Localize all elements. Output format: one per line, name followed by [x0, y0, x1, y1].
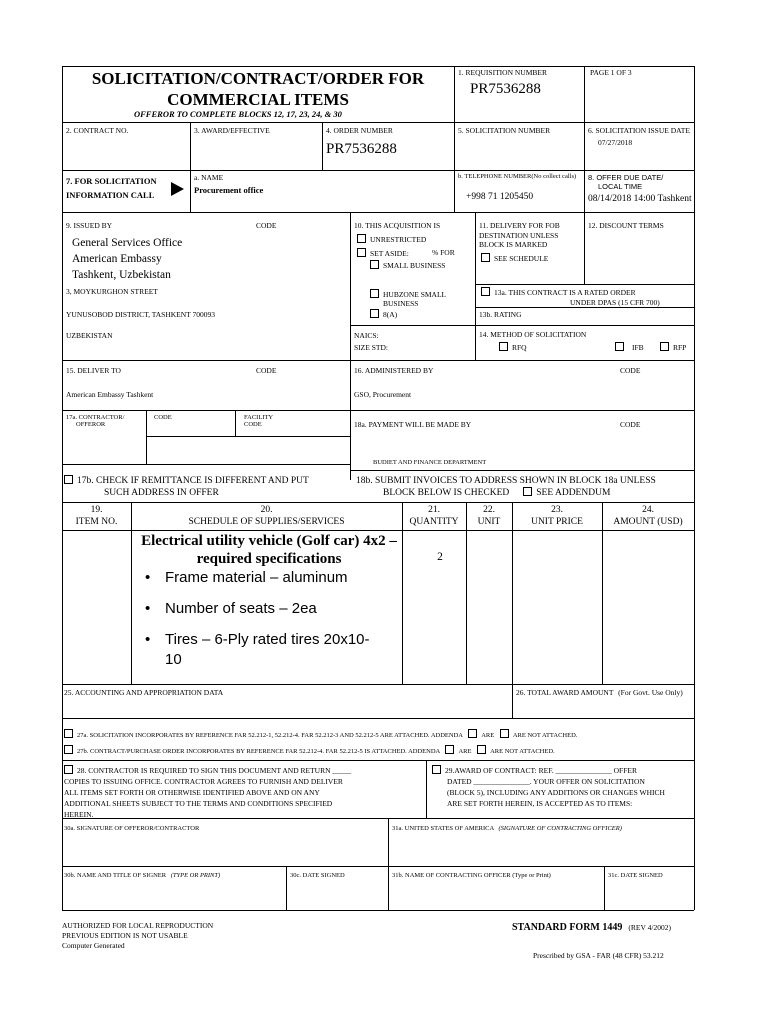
block27b-are: ARE [458, 748, 472, 755]
col-unit-price-label: UNIT PRICE [531, 517, 583, 527]
order-value[interactable]: PR7536288 [326, 141, 397, 157]
footer-left3: Computer Generated [62, 941, 125, 950]
block27b-are-not: ARE NOT ATTACHED. [490, 748, 555, 755]
telephone-label-text: b. TELEPHONE NUMBER [458, 173, 532, 180]
block27b-checkbox[interactable] [64, 745, 73, 754]
signer-name-label [64, 872, 220, 880]
title-line1: SOLICITATION/CONTRACT/ORDER FOR [91, 69, 425, 88]
block28-line1: 28. CONTRACTOR IS REQUIRED TO SIGN THIS DOCUMENT AND RETURN _____ [77, 766, 352, 775]
block29-line2: DATED _______________. YOUR OFFER ON SOLICITATION [447, 777, 645, 786]
block27a [64, 729, 577, 740]
arrow-right-icon [171, 182, 184, 196]
rfq-checkbox[interactable] [499, 342, 508, 351]
contract-no-label: 2. CONTRACT NO. [66, 126, 129, 135]
eight-a-option[interactable] [370, 309, 397, 319]
block27a-are-not-checkbox[interactable] [500, 729, 509, 738]
col-amount-num: 24. [642, 505, 654, 515]
date-signed-31c-label: 31c. DATE SIGNED [608, 872, 663, 879]
rfp-option[interactable] [660, 342, 686, 352]
remittance-text1: 17b. CHECK IF REMITTANCE IS DIFFERENT AND PUT [77, 476, 309, 486]
rating-label: 13b. RATING [479, 310, 522, 319]
award-label: 3. AWARD/EFFECTIVE [194, 126, 270, 135]
col-item-no-label: ITEM NO. [75, 517, 118, 527]
submit-invoices-text [356, 475, 656, 499]
block27b-are-not-checkbox[interactable] [477, 745, 486, 754]
budget-department: BUDIET AND FINANCE DEPARTMENT [373, 459, 487, 466]
payment-by-label: 18a. PAYMENT WILL BE MADE BY [354, 420, 472, 429]
item-title-line2: required specifications [196, 551, 342, 567]
ifb-option[interactable] [615, 342, 644, 352]
spec-item: • Frame material – aluminum [131, 568, 385, 588]
block29-checkbox[interactable] [432, 765, 441, 774]
issued-by-code-label: CODE [256, 221, 277, 230]
col-unit-price-num: 23. [551, 505, 563, 515]
solicitation-info-line1: 7. FOR SOLICITATION [66, 176, 157, 186]
col-schedule-num: 20. [260, 505, 273, 515]
item-title [138, 532, 400, 568]
total-award-note: (For Govt. Use Only) [618, 688, 683, 697]
block27a-text: 27a. SOLICITATION INCORPORATES BY REFERENCE FAR 52.212-1, 52.212-4. FAR 52.212-3 AND 52.212-5 ARE ATTACHED. ADDENDA [77, 732, 463, 739]
delivery-fob-line3: BLOCK IS MARKED [479, 240, 548, 249]
block27b-are-checkbox[interactable] [445, 745, 454, 754]
naics-label: NAICS: [354, 331, 379, 340]
facility-code-label [244, 414, 273, 428]
telephone-label [458, 173, 582, 181]
administered-by-value[interactable]: GSO, Procurement [354, 390, 412, 399]
unrestricted-text: UNRESTRICTED [370, 235, 427, 244]
contractor-label2: OFFEROR [76, 421, 106, 428]
contact-name-label: a. NAME [194, 173, 224, 182]
facility-line2: CODE [244, 421, 262, 428]
block28-checkbox[interactable] [64, 765, 73, 774]
small-business-checkbox[interactable] [370, 260, 379, 269]
signer-name-note: (TYPE OR PRINT) [170, 872, 221, 879]
deliver-to-value[interactable]: American Embassy Tashkent [66, 390, 154, 399]
total-award-text: 26. TOTAL AWARD AMOUNT [516, 688, 614, 697]
contracting-officer-name-label: 31b. NAME OF CONTRACTING OFFICER (Type or Print) [392, 872, 551, 879]
issuing-office-name1: General Services Office [72, 237, 183, 249]
col-quantity [402, 504, 466, 528]
req-value[interactable]: PR7536288 [470, 81, 541, 97]
rfp-checkbox[interactable] [660, 342, 669, 351]
contact-name-value[interactable]: Procurement office [194, 185, 264, 195]
telephone-value[interactable]: +998 71 1205450 [466, 192, 534, 202]
rated-order-text: 13a. THIS CONTRACT IS A RATED ORDER [494, 288, 636, 297]
block27a-are-checkbox[interactable] [468, 729, 477, 738]
footer-left1: AUTHORIZED FOR LOCAL REPRODUCTION [62, 921, 214, 930]
col-amount [602, 504, 694, 528]
solicitation-date-label: 6. SOLICITATION ISSUE DATE [588, 126, 690, 135]
req-label: 1. REQUISITION NUMBER [458, 68, 547, 77]
block29-line4: ARE SET FORTH HEREIN, IS ACCEPTED AS TO ITEMS: [447, 799, 633, 808]
form-rev: (REV 4/2002) [628, 923, 671, 932]
spec-list [131, 568, 385, 681]
block28-line3: ALL ITEMS SET FORTH OR OTHERWISE IDENTIFIED ABOVE AND ON ANY [64, 788, 320, 797]
deliver-to-code-label: CODE [256, 366, 277, 375]
delivery-fob-line2: DESTINATION UNLESS [479, 230, 559, 240]
see-addendum-text: SEE ADDENDUM [536, 488, 611, 498]
col-schedule [131, 504, 402, 528]
ifb-checkbox[interactable] [615, 342, 624, 351]
eight-a-checkbox[interactable] [370, 309, 379, 318]
block27a-are-not: ARE NOT ATTACHED. [512, 732, 578, 739]
issued-address3: UZBEKISTAN [66, 331, 113, 340]
block27a-are: ARE [481, 732, 495, 739]
accounting-label: 25. ACCOUNTING AND APPROPRIATION DATA [64, 688, 224, 697]
item-title-line1: Electrical utility vehicle (Golf car) 4x2 – [141, 533, 397, 549]
block28 [64, 765, 422, 820]
hubzone-text2: BUSINESS [383, 299, 419, 308]
block27a-checkbox[interactable] [64, 729, 73, 738]
offer-due-line2: LOCAL TIME [598, 182, 643, 192]
offeror-instruction: OFFEROR TO COMPLETE BLOCKS 12, 17, 23, 24, & 30 [134, 109, 342, 119]
unrestricted-option[interactable] [357, 234, 426, 244]
item-quantity[interactable]: 2 [437, 551, 443, 563]
form-name: STANDARD FORM 1449 [512, 922, 623, 933]
col-quantity-num: 21. [428, 505, 440, 515]
order-label: 4. ORDER NUMBER [326, 126, 393, 135]
unrestricted-checkbox[interactable] [357, 234, 366, 243]
spec-item: • Number of seats – 2ea [131, 599, 385, 619]
payment-code-label: CODE [620, 420, 641, 429]
prescribed-by: Prescribed by GSA - FAR (48 CFR) 53.212 [533, 951, 664, 960]
block27b-text: 27b. CONTRACT/PURCHASE ORDER INCORPORATES BY REFERENCE FAR 52.212-4. FAR 52.212-5 IS ATTACHED. ADDENDA [77, 748, 440, 755]
col-item-no [62, 504, 131, 528]
solicitation-number-label: 5. SOLICITATION NUMBER [458, 126, 551, 135]
hubzone-option[interactable] [370, 289, 446, 299]
block29-line1: 29.AWARD OF CONTRACT: REF. _______________ OFFER [445, 766, 637, 775]
rfq-text: RFQ [512, 343, 527, 352]
telephone-note: (No collect calls) [531, 173, 577, 180]
col-unit-price [512, 504, 602, 528]
eight-a-text: 8(A) [383, 310, 398, 319]
small-business-text: SMALL BUSINESS [383, 261, 446, 270]
administered-by-code-label: CODE [620, 366, 641, 375]
offer-due-label [588, 173, 663, 192]
hubzone-text1: HUBZONE SMALL [383, 290, 447, 299]
col-amount-label: AMOUNT (USD) [613, 517, 683, 527]
solicitation-date-value[interactable]: 07/27/2018 [598, 138, 633, 147]
size-std-label: SIZE STD: [354, 343, 388, 352]
setaside-text: SET ASIDE: [370, 249, 409, 258]
offer-due-value[interactable]: 08/14/2018 14:00 Tashkent [588, 194, 692, 204]
col-schedule-label: SCHEDULE OF SUPPLIES/SERVICES [188, 517, 345, 527]
administered-by-label: 16. ADMINISTERED BY [354, 366, 434, 375]
footer-left2: PREVIOUS EDITION IS NOT USABLE [62, 931, 188, 940]
delivery-fob-line1: 11. DELIVERY FOR FOB [479, 221, 560, 230]
discount-terms-label: 12. DISCOUNT TERMS [588, 221, 664, 230]
contractor-label [66, 414, 124, 428]
submit-invoices-line2: BLOCK BELOW IS CHECKED [383, 488, 510, 498]
issuing-office [72, 235, 182, 283]
form-number [512, 917, 671, 935]
contractor-label1: 17a. CONTRACTOR/ [66, 414, 125, 421]
ifb-text: IFB [632, 343, 644, 352]
issued-address1: 3, MOYKURGHON STREET [66, 287, 158, 296]
remittance-checkbox[interactable] [64, 475, 73, 484]
pct-for-text: % FOR [432, 248, 455, 257]
contractor-code-label: CODE [154, 414, 172, 421]
deliver-to-label: 15. DELIVER TO [66, 366, 121, 375]
signature-usa-text: 31a. UNITED STATES OF AMERICA [392, 825, 494, 832]
method-label: 14. METHOD OF SOLICITATION [479, 330, 587, 339]
rfq-option[interactable] [499, 342, 527, 352]
acquisition-label: 10. THIS ACQUISITION IS [354, 221, 441, 230]
signature-offeror-label: 30a. SIGNATURE OF OFFEROR/CONTRACTOR [64, 825, 200, 832]
dpas-text: UNDER DPAS (15 CFR 700) [570, 298, 660, 307]
col-unit-num: 22. [483, 505, 495, 515]
solicitation-info-line2: INFORMATION CALL [66, 189, 155, 200]
setaside-option[interactable] [357, 248, 409, 258]
block28-line5: HEREIN. [64, 810, 94, 819]
small-business-option[interactable] [370, 260, 445, 270]
see-schedule-option[interactable] [481, 253, 548, 263]
block28-line4: ADDITIONAL SHEETS SUBJECT TO THE TERMS AND CONDITIONS SPECIFIED [64, 799, 333, 808]
setaside-checkbox[interactable] [357, 248, 366, 257]
issuing-office-name2: American Embassy [72, 253, 162, 265]
col-quantity-label: QUANTITY [409, 517, 459, 527]
hubzone-checkbox[interactable] [370, 289, 379, 298]
signature-usa-note: (SIGNATURE OF CONTRACTING OFFICER) [498, 825, 622, 832]
page-label: PAGE 1 OF 3 [590, 68, 632, 77]
signature-usa-label [392, 825, 622, 833]
rated-order-option[interactable] [481, 287, 636, 297]
col-unit [466, 504, 512, 528]
rfp-text: RFP [673, 343, 687, 352]
see-schedule-text: SEE SCHEDULE [494, 254, 549, 263]
block27b [64, 745, 555, 756]
submit-invoices-line1: 18b. SUBMIT INVOICES TO ADDRESS SHOWN IN BLOCK 18a UNLESS [356, 476, 656, 486]
solicitation-info-label [66, 176, 157, 200]
facility-line1: FACILITY [244, 414, 274, 421]
footer-left [62, 921, 213, 951]
see-addendum-checkbox[interactable] [523, 487, 532, 496]
issued-address2: YUNUSOBOD DISTRICT, TASHKENT 700093 [66, 310, 215, 319]
remittance-text2: SUCH ADDRESS IN OFFER [104, 488, 219, 498]
signer-name-text: 30b. NAME AND TITLE OF SIGNER [64, 872, 167, 879]
rated-order-checkbox[interactable] [481, 287, 490, 296]
spec-item: • Tires – 6-Ply rated tires 20x10-10 [131, 630, 385, 670]
form-title [62, 68, 454, 110]
date-signed-30c-label: 30c. DATE SIGNED [290, 872, 345, 879]
block29 [432, 765, 690, 809]
title-line2: COMMERCIAL ITEMS [167, 90, 349, 109]
col-item-no-num: 19. [90, 505, 103, 515]
see-schedule-checkbox[interactable] [481, 253, 490, 262]
remittance-option[interactable] [64, 475, 309, 499]
offer-due-line1: 8. OFFER DUE DATE/ [588, 173, 664, 182]
block28-line2: COPIES TO ISSUING OFFICE. CONTRACTOR AGREES TO FURNISH AND DELIVER [64, 777, 343, 786]
issuing-office-name3: Tashkent, Uzbekistan [72, 269, 171, 281]
col-unit-label: UNIT [477, 517, 501, 527]
block29-line3: (BLOCK 5), INCLUDING ANY ADDITIONS OR CHANGES WHICH [447, 788, 665, 797]
delivery-fob-label [479, 221, 560, 250]
issued-by-label: 9. ISSUED BY [66, 221, 113, 230]
total-award-label [516, 688, 683, 697]
